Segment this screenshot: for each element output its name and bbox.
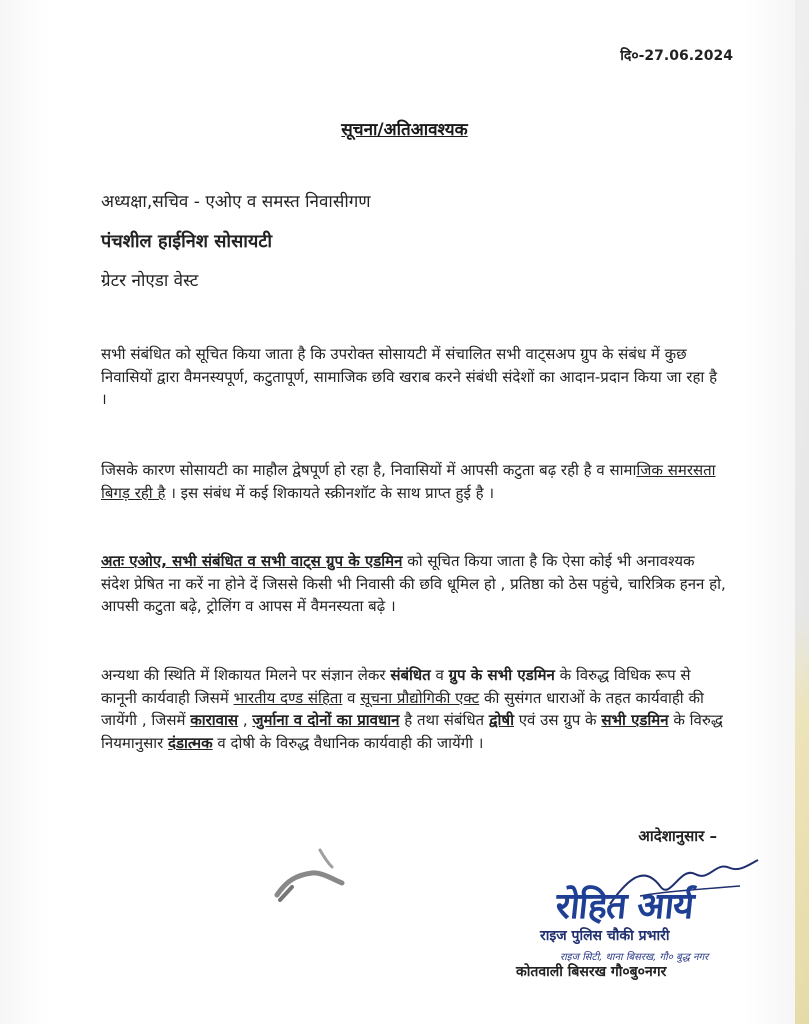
p4-part-p: सभी एडमिन [601,711,669,729]
p4-part-s: व दोषी के विरुद्ध वैधानिक कार्यवाही की जायेंगी । [212,733,484,752]
paragraph-2-underlined: जिक समरसता बिगड़ रही है [101,461,716,502]
signature-stamp-text: राइज सिटी, थाना बिसरख, गौ० बुद्ध नगर [560,952,709,963]
notice-heading: सूचना/अतिआवश्यक [341,120,468,140]
ink-smudge [272,845,362,905]
notice-date: दि०-27.06.2024 [620,48,733,64]
p4-part-n: द्वोषी [488,711,514,729]
p4-part-f: भारतीय दण्ड संहिता [233,688,343,707]
addressee-location: ग्रेटर नोएडा वेस्ट [101,271,199,291]
p4-part-h: सूचना प्रौद्योगिकी एक्ट [360,688,480,707]
signature-post: राइज पुलिस चौकी प्रभारी [540,928,670,944]
p4-part-e: के विरुद्ध विधिक रूप से कानूनी कार्यवाही जिसमें [101,666,691,707]
signature-station: कोतवाली बिसरख गौ०बु०नगर [516,964,667,980]
signature-block [510,856,760,996]
p4-part-q: के विरुद्ध नियमानुसार [101,711,723,752]
paragraph-2-text-c: । इस संबंध में कई शिकायते स्क्रीनशॉट के साथ प्राप्त हुई है । [165,483,495,502]
p4-part-i: की सुसंगत धाराओं के तहत कार्यवाही की जायेंगी , जिसमें [101,688,704,729]
p4-part-b: संबंधित [390,666,431,684]
p4-part-g: व [342,688,361,707]
p4-part-c: व [430,666,449,684]
paragraph-2-text-a: जिसके कारण सोसायटी का माहौल द्वेषपूर्ण हो रहा है, निवासियों में आपसी कटुता बढ़ रही है व सामा [101,461,637,479]
p4-part-l: जुर्माना व दोनों का प्रावधान [252,711,400,729]
p4-part-k: , [238,711,253,729]
p4-part-j: कारावास [190,711,239,729]
order-line: आदेशानुसार – [638,827,717,845]
p4-part-m: है तथा संबंधित [399,711,489,729]
signature-name: रोहित आर्य [553,886,696,927]
paragraph-3-emphasis: अतः एओए, सभी संबंधित व सभी वाट्स ग्रुप के एडमिन [101,552,403,570]
addressee-line-1: अध्यक्षा,सचिव - एओए व समस्त निवासीगण [101,192,371,212]
paragraph-4 [101,664,726,754]
addressee-society: पंचशील हाईनिश सोसायटी [101,231,273,252]
paragraph-3 [101,550,726,618]
p4-part-a: अन्यथा की स्थिति में शिकायत मिलने पर संज्ञान लेकर [101,666,391,684]
paragraph-1: सभी संबंधित को सूचित किया जाता है कि उपरोक्त सोसायटी में संचालित सभी वाट्सअप ग्रुप के संबंध में कुछ निवासियों द्वारा वैमनस्यपूर्ण, कटुतापूर्ण, सामाजिक छवि खराब करने संबंधी संदेशों का आदान-प्रदान किया जा रहा है । [101,345,718,408]
paragraph-3-text: को सूचित किया जाता है कि ऐसा कोई भी अनावश्यक संदेश प्रेषित ना करें ना होने दें जिससे किसी भी निवासी की छवि धूमिल हो , प्रतिष्ठा को ठेस पहुंचे, चारित्रिक हनन हो, आपसी कटुता बढ़े, ट्रोलिंग व आपस में वैमनस्यता बढ़े । [101,552,726,615]
page-edge-shadow [795,0,809,1024]
p4-part-d: ग्रुप के सभी एडमिन [448,666,555,684]
paragraph-2 [101,459,726,504]
p4-part-r: दंडात्मक [168,733,213,752]
p4-part-o: एवं उस ग्रुप के [513,711,602,729]
